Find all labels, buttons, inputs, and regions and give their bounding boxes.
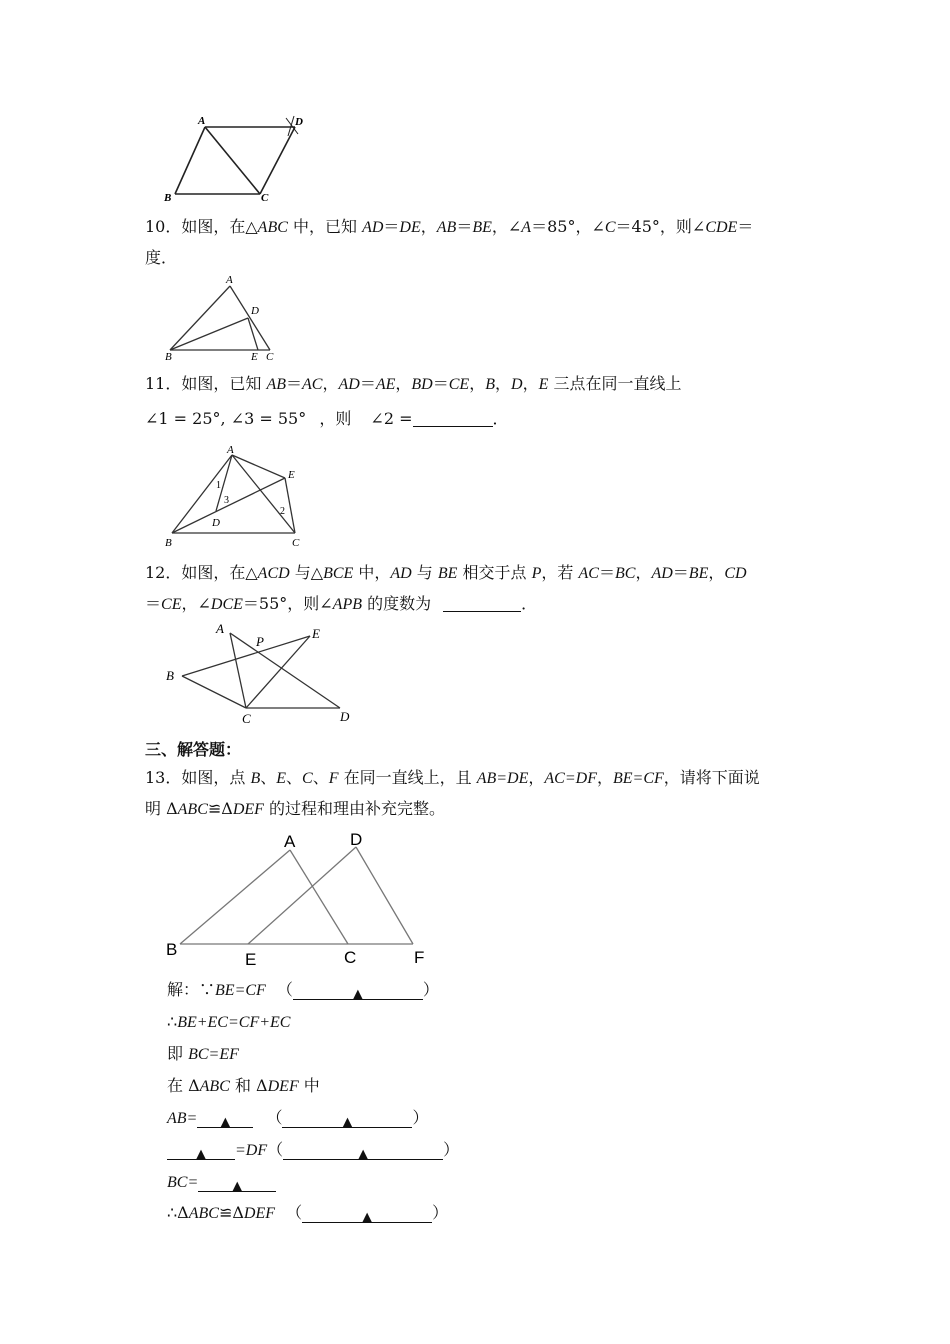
label-C: C (292, 537, 300, 549)
reason-blank-2[interactable] (282, 1111, 412, 1128)
step-1: 解：∵BE=CF （ ▲ ） (167, 980, 439, 1001)
answer-blank-ac[interactable] (167, 1143, 235, 1160)
step-4: 在 ΔABC 和 ΔDEF 中 (167, 1076, 320, 1095)
q12-line2: ＝CE，∠DCE＝55°，则∠APB 的度数为 ． (145, 594, 538, 613)
label-F: F (414, 948, 425, 967)
label-B: B (165, 351, 172, 363)
q13-line1: 13．如图，点 B、E、C、F 在同一直线上，且 AB=DE，AC=DF，BE=CF，请将下面说 (145, 768, 760, 787)
label-B: B (165, 537, 172, 549)
label-E: E (251, 351, 258, 363)
q13-line2: 明 ΔABC≌ΔDEF 的过程和理由补充完整。 (145, 799, 446, 818)
step-8: ∴ΔABC≌ΔDEF （ ▲ ） (167, 1203, 448, 1224)
label-E: E (288, 469, 295, 481)
label-D: D (212, 517, 220, 529)
q11-given-angles: ∠1 = 25°, ∠3 = 55° (145, 409, 307, 428)
triangle-marker-icon: ▲ (220, 1115, 231, 1130)
label-C: C (261, 192, 269, 204)
label-A: A (227, 444, 234, 456)
label-A: A (216, 621, 224, 636)
q11-line1: 11．如图，已知 AB＝AC，AD＝AE，BD＝CE，B，D，E 三点在同一直线上 (145, 374, 682, 393)
q11-line2: ∠1 = 25°, ∠3 = 55° ，则 ∠2 = ． (145, 409, 509, 428)
step-5: AB= ▲ （ ▲ ） (167, 1108, 428, 1129)
q10-line2: 度． (145, 248, 178, 267)
q10-line1: 10．如图，在△ABC 中，已知 AD＝DE，AB＝BE，∠A＝85°，∠C＝45°，则∠CDE＝ (145, 217, 754, 236)
answer-blank-q11[interactable] (413, 410, 493, 427)
figure-parallelogram (160, 112, 310, 208)
angle-3-label: 3 (224, 495, 229, 506)
label-A: A (226, 274, 233, 286)
label-B: B (164, 192, 172, 204)
step-7: BC= ▲ (167, 1172, 276, 1193)
q11-ask: ∠2 = (370, 409, 413, 428)
label-P: P (256, 634, 264, 649)
figure-q13 (160, 825, 440, 970)
triangle-marker-icon: ▲ (362, 1210, 373, 1225)
label-B: B (166, 940, 178, 959)
answer-blank-ab[interactable] (197, 1111, 253, 1128)
label-C: C (266, 351, 274, 363)
section-heading: 三、解答题： (145, 740, 242, 759)
label-A: A (198, 115, 206, 127)
angle-1-label: 1 (216, 480, 221, 491)
label-D: D (295, 116, 303, 128)
label-C: C (344, 948, 357, 967)
triangle-marker-icon: ▲ (358, 1147, 369, 1162)
triangle-marker-icon: ▲ (232, 1179, 243, 1194)
figure-q12 (160, 618, 360, 730)
label-D: D (251, 305, 259, 317)
triangle-marker-icon: ▲ (342, 1115, 353, 1130)
step-6: ▲ =DF（ ▲ ） (167, 1140, 459, 1161)
angle-2-label: 2 (280, 506, 285, 517)
label-D: D (340, 709, 350, 724)
step-2: ∴BE+EC=CF+EC (167, 1012, 291, 1031)
figure-q11 (160, 440, 310, 552)
label-B: B (166, 668, 174, 683)
reason-blank-3[interactable] (283, 1143, 443, 1160)
q12-line1: 12．如图，在△ACD 与△BCE 中，AD 与 BE 相交于点 P，若 AC＝BC，AD＝BE，CD (145, 563, 747, 582)
label-C: C (242, 711, 251, 726)
triangle-marker-icon: ▲ (196, 1147, 206, 1162)
triangle-marker-icon: ▲ (352, 987, 363, 1002)
label-E: E (245, 950, 257, 969)
label-D: D (350, 830, 363, 849)
figure-q10-triangle (160, 272, 285, 364)
reason-blank-1[interactable] (293, 983, 423, 1000)
reason-blank-4[interactable] (302, 1206, 432, 1223)
label-A: A (284, 832, 296, 851)
answer-blank-bc[interactable] (198, 1175, 276, 1192)
step-3: 即 BC=EF (167, 1044, 239, 1063)
answer-blank-q12[interactable] (443, 595, 521, 612)
label-E: E (312, 626, 320, 641)
